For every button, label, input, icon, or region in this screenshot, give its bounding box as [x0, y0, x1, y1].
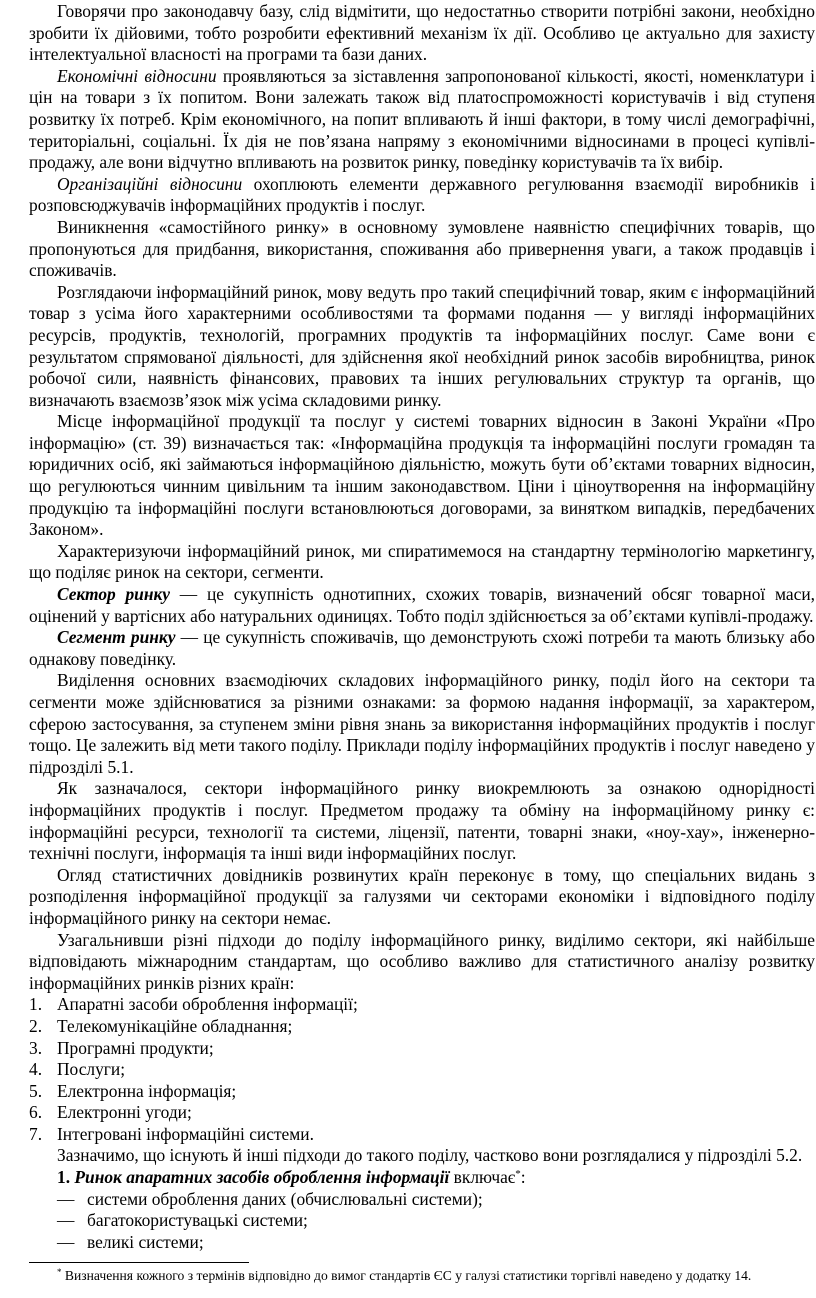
list-number: 7. — [29, 1123, 43, 1144]
paragraph: Виникнення «самостійного ринку» в основному зумовлене наявністю специфічних товарів, що пропонуються для придбання, використання, споживання або привернення уваги, а також продавців і споживачів. — [29, 216, 815, 281]
paragraph-text: — це сукупність споживачів, що демонструють схожі потреби та мають близьку або однакову поведінку. — [29, 627, 816, 669]
paragraph: Виділення основних взаємодіючих складових інформаційного ринку, поділ його на сектори та сегменти може здійснюватися за різними ознаками: за формою надання інформації, за характером, сферою застосування, за ступенем зміни рівня знань за використання інформаційних продуктів і послуг тощо. Це залежить від мети такого поділу. Приклади поділу інформаційних продуктів і послуг наведено у підрозділі 5.1. — [29, 670, 815, 777]
list-number: 2. — [29, 1015, 43, 1036]
dash-marker: — — [57, 1231, 75, 1252]
term-market-sector: Сектор ринку — [57, 584, 171, 605]
list-item — [29, 1232, 815, 1254]
dash-marker: — — [57, 1188, 75, 1209]
term-organizational-relations: Організаційні відносини — [57, 173, 243, 194]
list-number: 5. — [29, 1080, 43, 1101]
paragraph-organizational-relations — [29, 174, 815, 217]
list-item-text: багатокористувацькі системи; — [87, 1210, 308, 1231]
list-item-text: Програмні продукти; — [57, 1037, 214, 1058]
list-item-text: великі системи; — [87, 1231, 204, 1252]
footnote-divider — [29, 1262, 249, 1263]
paragraph: Говорячи про законодавчу базу, слід відмітити, що недостатньо створити потрібні закони, необхідно зробити їх дійовими, тобто розробити ефективний механізм їх дії. Особливо це актуально для захисту інтелектуальної власності на програми та бази даних. — [29, 1, 815, 65]
list-item-text: Послуги; — [57, 1059, 126, 1080]
list-item — [29, 1059, 815, 1081]
list-item — [29, 1081, 815, 1103]
list-item-text: Інтегровані інформаційні системи. — [57, 1123, 314, 1144]
list-item-text: Апаратні засоби оброблення інформації; — [57, 994, 358, 1015]
list-item-text: системи оброблення даних (обчислювальні системи); — [87, 1188, 483, 1209]
paragraph: Огляд статистичних довідників розвинутих країн переконує в тому, що спеціальних видань з розподілення інформаційної продукції за галузями чи секторами економіки і відповідного поділу інформаційного ринку на сектори немає. — [29, 864, 815, 928]
list-item — [29, 1102, 815, 1124]
list-item — [29, 1038, 815, 1060]
list-item — [29, 994, 815, 1016]
body-text — [29, 1, 815, 1253]
paragraph: Як зазначалося, сектори інформаційного ринку виокремлюють за ознакою однорідності інформаційних продуктів і послуг. Предметом продажу та обміну на інформаційному ринку є: інформаційні ресурси, технології та системи, ліцензії, патенти, товарні знаки, «ноу-хау», інженерно-технічні послуги, інформація та інші види інформаційних послуг. — [29, 778, 815, 864]
paragraph-text: включає — [449, 1167, 516, 1188]
footnote-text: Визначення кожного з термінів відповідно до вимог стандартів ЄС у галузі статистики торгівлі наведено у додатку 14. — [61, 1268, 752, 1283]
list-item — [29, 1016, 815, 1038]
term-market-segment: Сегмент ринку — [57, 627, 176, 648]
list-item-text: Електронна інформація; — [57, 1080, 237, 1101]
list-number: 1. — [29, 994, 43, 1015]
footnote-mark: * — [57, 1267, 62, 1277]
section-heading-hardware-market — [29, 1167, 815, 1189]
paragraph: Місце інформаційної продукції та послуг у системі товарних відносин в Законі України «Про інформацію» (ст. 39) визначається так: «Інформаційна продукція та інформаційні послуги громадян та юридичних осіб, які займаються інформаційною діяльністю, можуть бути об’єктами товарних відносин, що регулюються чинним цивільним та іншим законодавством. Ціни і ціноутворення на інформаційну продукцію та інформаційні послуги встановлюються договорами, за винятком випадків, передбачених Законом». — [29, 411, 815, 540]
dash-marker: — — [57, 1210, 75, 1231]
term-hardware-market: Ринок апаратних засобів оброблення інформації — [74, 1167, 450, 1188]
list-item-text: Електронні угоди; — [57, 1102, 192, 1123]
footnote-reference[interactable]: * — [515, 1168, 521, 1181]
sector-list — [29, 994, 815, 1145]
paragraph-text: : — [520, 1167, 526, 1188]
paragraph: Зазначимо, що існують й інші підходи до такого поділу, частково вони розглядалися у підрозділі 5.2. — [57, 1145, 803, 1166]
paragraph-economic-relations — [29, 66, 815, 174]
list-number: 6. — [29, 1102, 43, 1123]
paragraph-text: охоплюють елементи державного регулювання взаємодії виробників і розповсюджувачів інформаційних продуктів і послуг. — [29, 173, 815, 216]
list-number: 3. — [29, 1037, 43, 1058]
paragraph: Узагальнивши різні підходи до поділу інформаційного ринку, виділимо сектори, які найбільше відповідають міжнародним стандартам, що особливо важливо для статистичного аналізу розвитку інформаційних ринків різних країн: — [29, 929, 815, 993]
footnote — [29, 1267, 815, 1284]
paragraph-market-segment — [29, 627, 815, 670]
paragraph-text: — це сукупність однотипних, схожих товарів, визначений обсяг товарної маси, оцінений у вартісних або натуральних одиницях. Тобто поділ здійснюється за об’єктами купівлі-продажу. — [29, 584, 815, 626]
heading-number: 1. — [57, 1167, 71, 1188]
paragraph: Розглядаючи інформаційний ринок, мову ведуть про такий специфічний товар, яким є інформаційний товар з усіма його характерними особливостями та формами подання — у вигляді інформаційних ресурсів, продуктів, технологій, програмних продуктів та інформаційних послуг. Саме вони є результатом спрямованої діяльності, для здійснення якої необхідний ринок засобів виробництва, ринок робочої сили, наявність фінансових, правових та інших регулювальних структур та органів, що визначають взаємозв’язок між усіма складовими ринку. — [29, 281, 815, 410]
list-item — [29, 1124, 815, 1146]
list-number: 4. — [29, 1059, 43, 1080]
list-item — [29, 1210, 815, 1232]
paragraph-text: проявляються за зіставлення запропонованої кількості, якості, номенклатури і цін на товари з їх попитом. Вони залежать також від платоспроможності користувачів і від ступеня розвитку їх потреб. Крім економічного, на попит впливають й інші фактори, в тому числі демографічні, територіальні, соціальні. Їх дія не пов’язана напряму з економічними відносинами в процесі купівлі-продажу, але вони відчутно впливають на розвиток ринку, поведінку користувачів та їх вибір. — [29, 65, 815, 173]
list-item — [29, 1189, 815, 1211]
paragraph-market-sector — [29, 584, 815, 627]
term-economic-relations: Економічні відносини — [57, 65, 217, 86]
list-item-text: Телекомунікаційне обладнання; — [57, 1015, 293, 1036]
paragraph: Характеризуючи інформаційний ринок, ми спиратимемося на стандартну термінологію маркетингу, що поділяє ринок на сектори, сегменти. — [29, 540, 815, 583]
